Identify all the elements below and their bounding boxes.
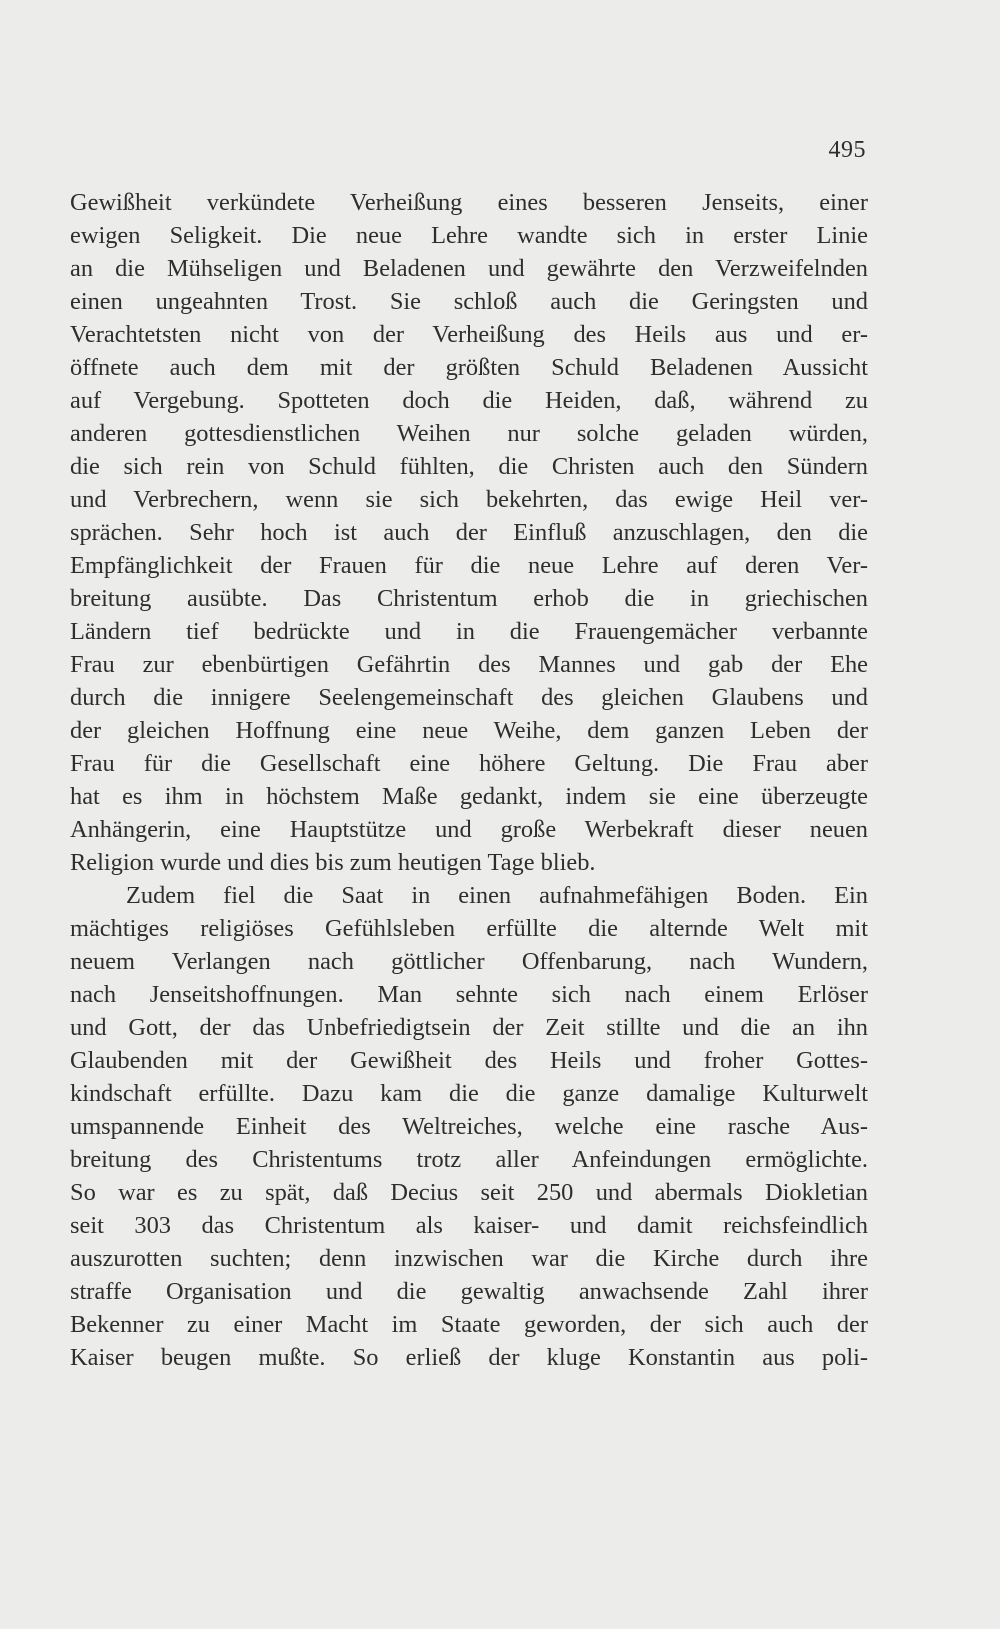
text-line: an die Mühseligen und Beladenen und gewährte den Verzweifelnden xyxy=(70,255,868,282)
text-line: umspannende Einheit des Weltreiches, welche eine rasche Aus- xyxy=(70,1113,868,1140)
text-line: Empfänglichkeit der Frauen für die neue Lehre auf deren Ver- xyxy=(70,552,868,579)
text-line: sprächen. Sehr hoch ist auch der Einfluß anzuschlagen, den die xyxy=(70,519,868,546)
text-line: Anhängerin, eine Hauptstütze und große Werbekraft dieser neuen xyxy=(70,816,868,843)
text-line: Glaubenden mit der Gewißheit des Heils und froher Gottes- xyxy=(70,1047,868,1074)
text-line: breitung ausübte. Das Christentum erhob die in griechischen xyxy=(70,585,868,612)
text-line: Religion wurde und dies bis zum heutigen Tage blieb. xyxy=(70,849,596,876)
text-line: Frau zur ebenbürtigen Gefährtin des Mannes und gab der Ehe xyxy=(70,651,868,678)
text-line: hat es ihm in höchstem Maße gedankt, indem sie eine überzeugte xyxy=(70,783,868,810)
text-line: straffe Organisation und die gewaltig anwachsende Zahl ihrer xyxy=(70,1278,868,1305)
text-line: der gleichen Hoffnung eine neue Weihe, dem ganzen Leben der xyxy=(70,717,868,744)
text-line: Frau für die Gesellschaft eine höhere Geltung. Die Frau aber xyxy=(70,750,868,777)
text-line: Zudem fiel die Saat in einen aufnahmefähigen Boden. Ein xyxy=(126,882,868,909)
text-line: einen ungeahnten Trost. Sie schloß auch die Geringsten und xyxy=(70,288,868,315)
text-line: Ländern tief bedrückte und in die Frauengemächer verbannte xyxy=(70,618,868,645)
text-line: auf Vergebung. Spotteten doch die Heiden, daß, während zu xyxy=(70,387,868,414)
text-line: mächtiges religiöses Gefühlsleben erfüllte die alternde Welt mit xyxy=(70,915,868,942)
text-line: Gewißheit verkündete Verheißung eines besseren Jenseits, einer xyxy=(70,189,868,216)
text-line: kindschaft erfüllte. Dazu kam die die ganze damalige Kulturwelt xyxy=(70,1080,868,1107)
text-line: anderen gottesdienstlichen Weihen nur solche geladen würden, xyxy=(70,420,868,447)
text-line: seit 303 das Christentum als kaiser- und damit reichsfeindlich xyxy=(70,1212,868,1239)
text-line: öffnete auch dem mit der größten Schuld Beladenen Aussicht xyxy=(70,354,868,381)
text-line: die sich rein von Schuld fühlten, die Christen auch den Sündern xyxy=(70,453,868,480)
text-line: ewigen Seligkeit. Die neue Lehre wandte sich in erster Linie xyxy=(70,222,868,249)
text-line: und Verbrechern, wenn sie sich bekehrten, das ewige Heil ver- xyxy=(70,486,868,513)
body-text xyxy=(70,186,868,1374)
text-line: durch die innigere Seelengemeinschaft des gleichen Glaubens und xyxy=(70,684,868,711)
text-line: neuem Verlangen nach göttlicher Offenbarung, nach Wundern, xyxy=(70,948,868,975)
text-line: Verachtetsten nicht von der Verheißung des Heils aus und er- xyxy=(70,321,868,348)
text-line: Kaiser beugen mußte. So erließ der kluge Konstantin aus poli- xyxy=(70,1344,868,1371)
text-line: auszurotten suchten; denn inzwischen war die Kirche durch ihre xyxy=(70,1245,868,1272)
text-line: breitung des Christentums trotz aller Anfeindungen ermöglichte. xyxy=(70,1146,868,1173)
text-line: nach Jenseitshoffnungen. Man sehnte sich nach einem Erlöser xyxy=(70,981,868,1008)
text-line: und Gott, der das Unbefriedigtsein der Zeit stillte und die an ihn xyxy=(70,1014,868,1041)
text-line: So war es zu spät, daß Decius seit 250 und abermals Diokletian xyxy=(70,1179,868,1206)
page-number: 495 xyxy=(828,137,866,163)
text-line: Bekenner zu einer Macht im Staate geworden, der sich auch der xyxy=(70,1311,868,1338)
